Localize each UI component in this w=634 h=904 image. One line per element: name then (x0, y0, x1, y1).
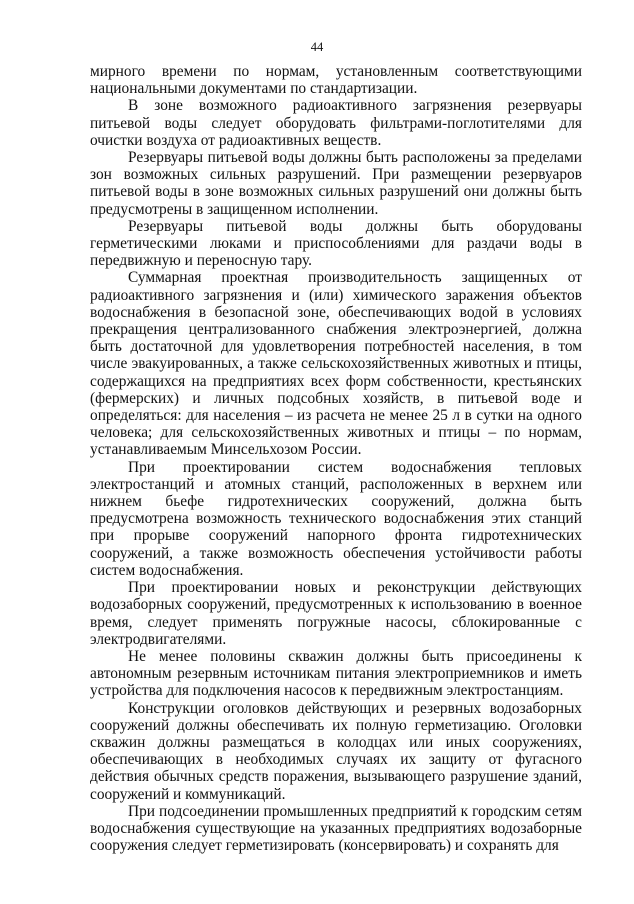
paragraph-reservoir-location: Резервуары питьевой воды должны быть расположены за пределами зон возможных сильных разрушений. При размещении резервуаров питьевой воды в зоне возможных сильных разрушений они должны быть предусмотрены в защищенном исполнении. (90, 149, 582, 218)
paragraph-radioactive-filters: В зоне возможного радиоактивного загрязнения резервуары питьевой воды следует оборудовать фильтрами-поглотителями для очистки воздуха от радиоактивных веществ. (90, 97, 582, 149)
paragraph-total-capacity: Суммарная проектная производительность защищенных от радиоактивного загрязнения и (или) химического заражения объектов водоснабжения в безопасной зоне, обеспечивающих водой в условиях прекращения централизованного снабжения электроэнергией, должна быть достаточной для удовлетворения потребностей населения, в том числе эвакуированных, а также сельскохозяйственных животных и птицы, содержащихся на предприятиях всех форм собственности, крестьянских (фермерских) и личных подсобных хозяйств, в питьевой воде и определяться: для населения – из расчета не менее 25 л в сутки на одного человека; для сельскохозяйственных животных и птицы – по нормам, устанавливаемым Минсельхозом России. (90, 269, 582, 459)
paragraph-wells-power: Не менее половины скважин должны быть присоединены к автономным резервным источникам питания электроприемников и иметь устройства для подключения насосов к передвижным электростанциям. (90, 647, 582, 700)
paragraph-hermetic-hatches: Резервуары питьевой воды должны быть оборудованы герметическими люками и приспособлениями для раздачи воды в передвижную и переносную тару. (90, 217, 582, 270)
paragraph-submersible-pumps: При проектировании новых и реконструкции действующих водозаборных сооружений, предусмотренных к использованию в военное время, следует применять погружные насосы, сблокированные с электродвигателями. (90, 579, 582, 648)
page-number: 44 (310, 40, 324, 54)
paragraph-industrial-connection: При подсоединении промышленных предприятий к городским сетям водоснабжения существующие на указанных предприятиях водозаборные сооружения следует герметизировать (консервировать) и сохранять для (90, 802, 582, 855)
paragraph-power-stations: При проектировании систем водоснабжения тепловых электростанций и атомных станций, расположенных в верхнем или нижнем бьефе гидротехнических сооружений, должна быть предусмотрена возможность технического водоснабжения этих станций при прорыве сооружений напорного фронта гидротехнических сооружений, а также возможность обеспечения устойчивости работы систем водоснабжения. (90, 458, 582, 579)
paragraph-continuation: мирного времени по нормам, установленным соответствующими национальными документами по стандартизации. (90, 63, 582, 98)
document-body (90, 63, 582, 854)
paragraph-wellhead-design: Конструкции оголовков действующих и резервных водозаборных сооружений должны обеспечивать их полную герметизацию. Оголовки скважин должны размещаться в колодцах или иных сооружениях, обеспечивающих в необходимых случаях их защиту от фугасного действия обычных средств поражения, вызывающего разрушение зданий, сооружений и коммуникаций. (90, 699, 582, 803)
